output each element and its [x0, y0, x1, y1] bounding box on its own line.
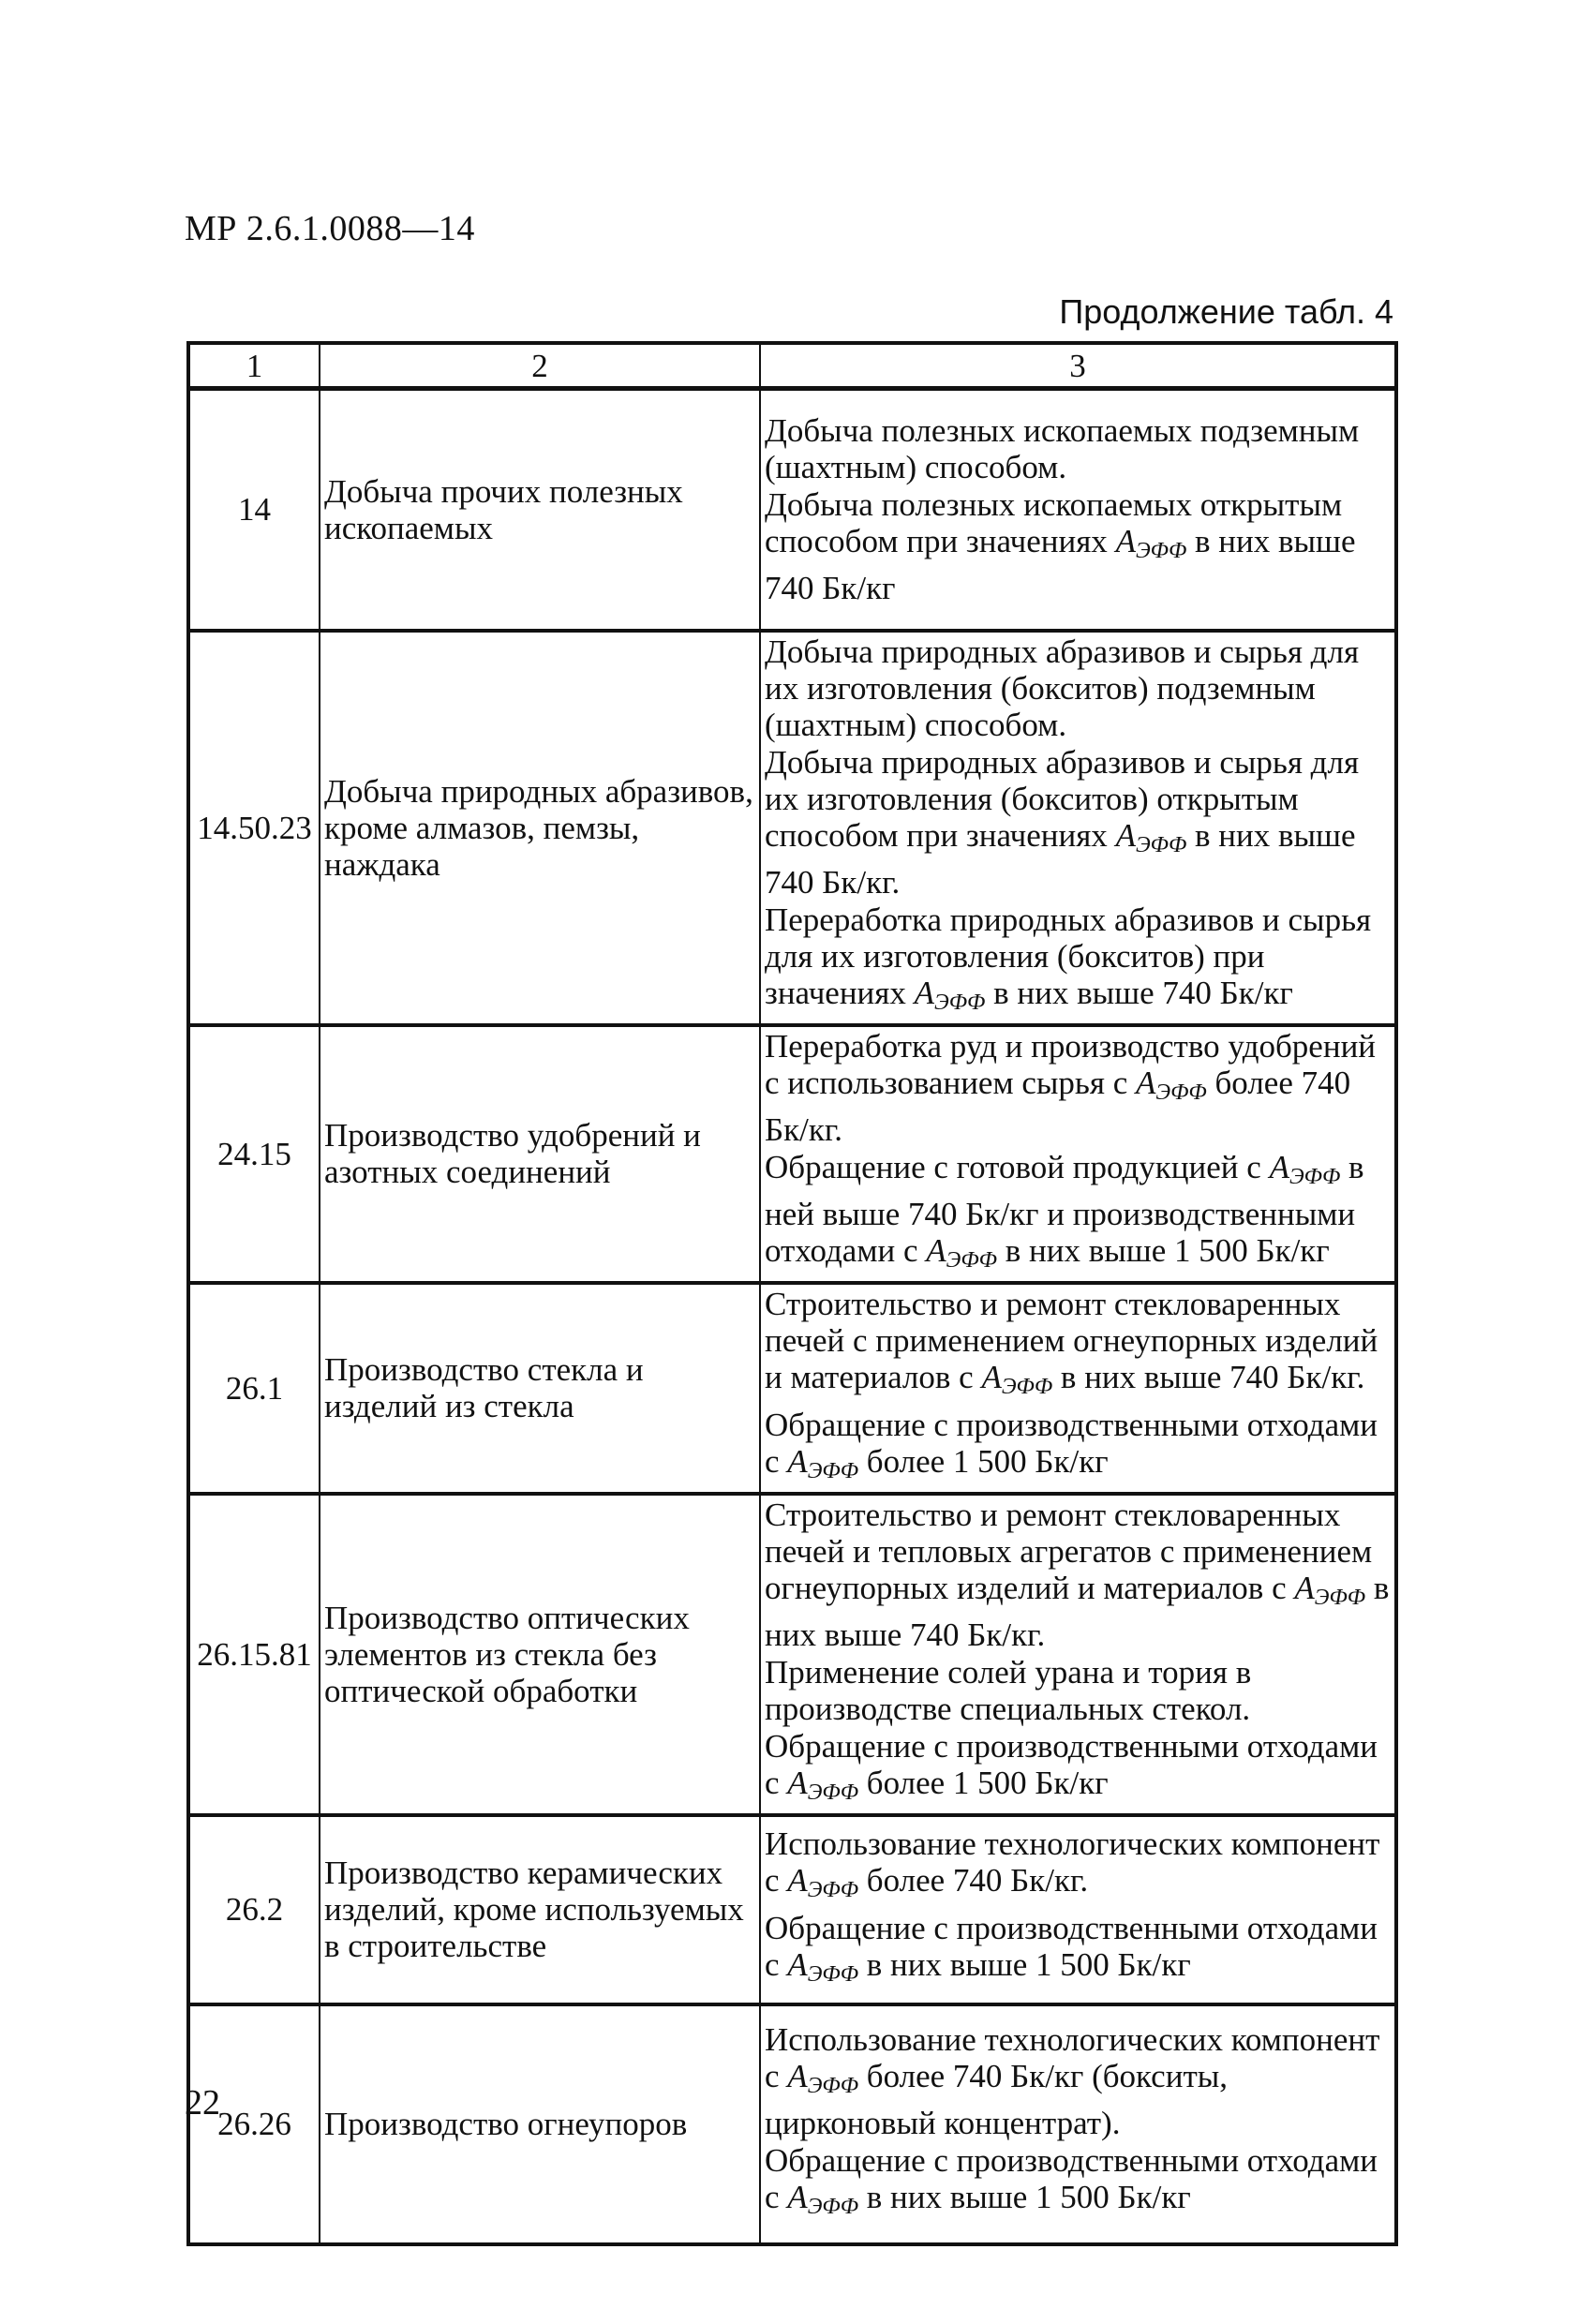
row-code: 26.26	[188, 2004, 320, 2244]
table-row	[188, 631, 1396, 1025]
effective-activity-symbol: $A_{ЭФФ}$	[787, 1764, 859, 1805]
description-paragraph: Добыча природных абразивов и сырья для их изготовления (бокситов) подземным (шахтным) способом.	[765, 633, 1360, 743]
effective-activity-symbol: $A_{ЭФФ}$	[787, 1945, 859, 1987]
table-header-row	[188, 343, 1396, 389]
row-description	[760, 1025, 1396, 1283]
description-paragraph: Строительство и ремонт стекловаренных печей с применением огнеупорных изделий и материалов с $A_{ЭФФ}$ в них выше 740 Бк/кг.	[765, 1285, 1378, 1399]
row-code: 26.15.81	[188, 1494, 320, 1815]
effective-activity-symbol: $A_{ЭФФ}$	[926, 1231, 997, 1273]
description-paragraph: Обращение с производственными отходами с $A_{ЭФФ}$ в них выше 1 500 Бк/кг	[765, 1909, 1378, 1987]
row-description	[760, 1815, 1396, 2004]
description-paragraph: Использование технологических компонент с $A_{ЭФФ}$ более 740 Бк/кг.	[765, 1825, 1380, 1902]
effective-activity-symbol: $A_{ЭФФ}$	[1115, 816, 1187, 857]
effective-activity-symbol: $A_{ЭФФ}$	[787, 2179, 859, 2219]
row-activity-name: Производство оптических элементов из стекла без оптической обработки	[320, 1494, 760, 1815]
row-description	[760, 2004, 1396, 2244]
description-paragraph: Переработка природных абразивов и сырья для их изготовления (бокситов) при значениях $A_{ЭФФ}$ в них выше 740 Бк/кг	[765, 901, 1372, 1015]
row-activity-name: Производство огнеупоров	[320, 2004, 760, 2244]
description-paragraph: Обращение с производственными отходами с $A_{ЭФФ}$ в них выше 1 500 Бк/кг	[765, 2142, 1378, 2219]
row-code: 24.15	[188, 1025, 320, 1283]
row-activity-name: Добыча прочих полезных ископаемых	[320, 389, 760, 631]
description-paragraph: Применение солей урана и тория в производстве специальных стекол.	[765, 1653, 1252, 1727]
description-paragraph: Использование технологических компонент с $A_{ЭФФ}$ более 740 Бк/кг (бокситы, цирконовый концентрат).	[765, 2021, 1380, 2141]
table-body	[188, 389, 1396, 2244]
header-col-2: 2	[320, 343, 760, 389]
description-paragraph: Обращение с производственными отходами с $A_{ЭФФ}$ более 1 500 Бк/кг	[765, 1406, 1378, 1483]
row-description	[760, 1283, 1396, 1494]
table-row	[188, 1494, 1396, 1815]
document-code: МР 2.6.1.0088—14	[185, 209, 475, 248]
row-activity-name: Добыча природных абразивов, кроме алмазов, пемзы, наждака	[320, 631, 760, 1025]
row-description	[760, 631, 1396, 1025]
effective-activity-symbol: $A_{ЭФФ}$	[787, 1861, 859, 1902]
row-code: 14	[188, 389, 320, 631]
effective-activity-symbol: $A_{ЭФФ}$	[1294, 1569, 1366, 1610]
effective-activity-symbol: $A_{ЭФФ}$	[1136, 1064, 1207, 1105]
radiation-activity-table	[186, 341, 1398, 2246]
row-description	[760, 1494, 1396, 1815]
table-row	[188, 1025, 1396, 1283]
row-code: 14.50.23	[188, 631, 320, 1025]
description-paragraph: Добыча природных абразивов и сырья для их изготовления (бокситов) открытым способом при значениях $A_{ЭФФ}$ в них выше 740 Бк/кг.	[765, 743, 1360, 901]
description-paragraph: Обращение с готовой продукцией с $A_{ЭФФ}$ в ней выше 740 Бк/кг и производственными отходами с $A_{ЭФФ}$ в них выше 1 500 Бк/кг	[765, 1148, 1364, 1273]
table-row	[188, 1815, 1396, 2004]
row-activity-name: Производство керамических изделий, кроме используемых в строительстве	[320, 1815, 760, 2004]
page-number: 22	[185, 2083, 220, 2123]
row-description	[760, 389, 1396, 631]
row-code: 26.1	[188, 1283, 320, 1494]
effective-activity-symbol: $A_{ЭФФ}$	[981, 1358, 1053, 1399]
effective-activity-symbol: $A_{ЭФФ}$	[1115, 522, 1187, 563]
table-row	[188, 1283, 1396, 1494]
row-code: 26.2	[188, 1815, 320, 2004]
description-paragraph: Строительство и ремонт стекловаренных печей и тепловых агрегатов с применением огнеупорных изделий и материалов с $A_{ЭФФ}$ в них выше 740 Бк/кг.	[765, 1496, 1390, 1653]
table-row	[188, 2004, 1396, 2244]
table-continuation-label: Продолжение табл. 4	[1059, 292, 1393, 331]
description-paragraph: Переработка руд и производство удобрений с использованием сырья с $A_{ЭФФ}$ более 740 Бк/кг.	[765, 1027, 1377, 1148]
header-col-3: 3	[760, 343, 1396, 389]
description-paragraph: Обращение с производственными отходами с $A_{ЭФФ}$ более 1 500 Бк/кг	[765, 1727, 1378, 1805]
row-activity-name: Производство удобрений и азотных соединений	[320, 1025, 760, 1283]
effective-activity-symbol: $A_{ЭФФ}$	[787, 2058, 859, 2098]
table-row	[188, 389, 1396, 631]
effective-activity-symbol: $A_{ЭФФ}$	[1269, 1148, 1341, 1189]
effective-activity-symbol: $A_{ЭФФ}$	[787, 1442, 859, 1483]
row-activity-name: Производство стекла и изделий из стекла	[320, 1283, 760, 1494]
effective-activity-symbol: $A_{ЭФФ}$	[914, 974, 986, 1015]
header-col-1: 1	[188, 343, 320, 389]
description-paragraph: Добыча полезных ископаемых открытым способом при значениях $A_{ЭФФ}$ в них выше 740 Бк/кг	[765, 485, 1356, 606]
description-paragraph: Добыча полезных ископаемых подземным (шахтным) способом.	[765, 411, 1360, 485]
